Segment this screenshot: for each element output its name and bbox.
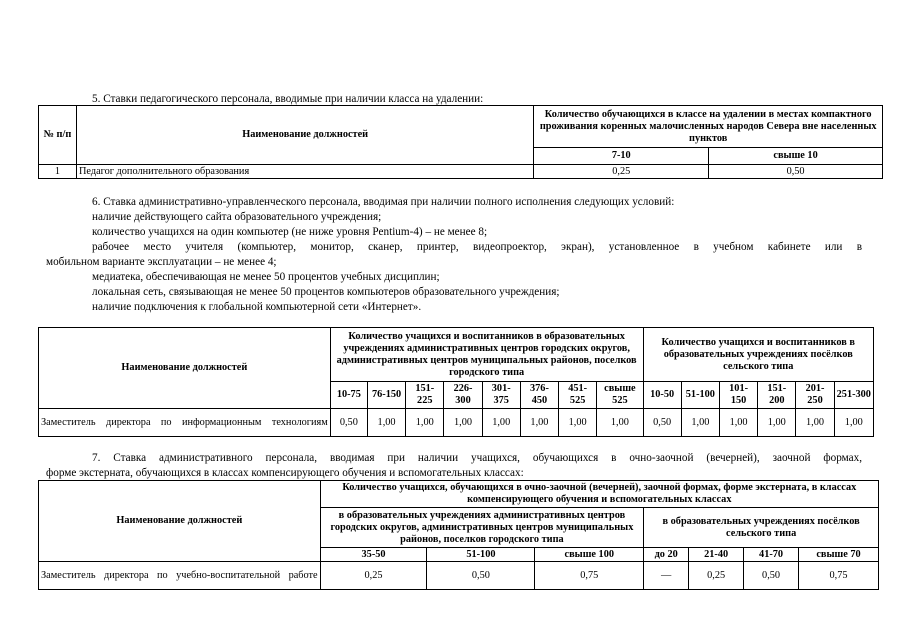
- section7-intro-continued: форме экстерната, обучающихся в классах компенсирующего обучения и вспомогательных классах:: [46, 467, 524, 479]
- range-header: 451-525: [559, 382, 597, 409]
- table-cell: 1,00: [444, 409, 482, 437]
- row-name: Заместитель директора по информационным технологиям: [39, 409, 331, 437]
- section5-intro: 5. Ставки педагогического персонала, вводимые при наличии класса на удалении:: [92, 93, 484, 105]
- section7-table: [38, 480, 879, 590]
- condition-item: количество учащихся на один компьютер (не ниже уровня Pentium-4) – не менее 8;: [92, 226, 488, 238]
- table-cell: 0,50: [643, 409, 681, 437]
- group-header-urban: Количество учащихся и воспитанников в образовательных учреждениях административных центров городских округов, административных центров муниципальных районов, поселков городского типа: [330, 328, 643, 382]
- section5-table: [38, 105, 883, 179]
- table-cell: 0,50: [744, 562, 799, 590]
- col-name-header: Наименование должностей: [39, 481, 321, 562]
- range-header: 21-40: [689, 548, 744, 562]
- range-header: 251-300: [834, 382, 873, 409]
- table-cell: 1,00: [406, 409, 444, 437]
- range-header: 41-70: [744, 548, 799, 562]
- range-header: 51-100: [427, 548, 535, 562]
- table-cell: 0,50: [330, 409, 367, 437]
- range-header: 10-50: [643, 382, 681, 409]
- condition-item: наличие подключения к глобальной компьютерной сети «Интернет».: [92, 301, 422, 313]
- range-header: свыше 10: [709, 148, 883, 165]
- table-cell: 1,00: [719, 409, 757, 437]
- table-cell: 1,00: [367, 409, 405, 437]
- range-header: 151-225: [406, 382, 444, 409]
- table-cell: 0,75: [535, 562, 644, 590]
- table-cell: 0,25: [534, 165, 709, 179]
- group-header-urban: в образовательных учреждениях административных центров городских округов, административных центров муниципальных районов, поселков городского типа: [320, 508, 644, 548]
- table-cell: 0,50: [427, 562, 535, 590]
- table-cell: 1,00: [758, 409, 796, 437]
- range-header: 101-150: [719, 382, 757, 409]
- row-name: Педагог дополнительного образования: [76, 165, 533, 179]
- range-header: 7-10: [534, 148, 709, 165]
- range-header: свыше 525: [597, 382, 643, 409]
- col-num-header: № п/п: [39, 106, 77, 165]
- range-header: свыше 100: [535, 548, 644, 562]
- range-header: 35-50: [320, 548, 427, 562]
- table-cell: 1,00: [482, 409, 520, 437]
- row-name: Заместитель директора по учебно-воспитательной работе: [39, 562, 321, 590]
- table-cell: 1,00: [559, 409, 597, 437]
- col-name-header: Наименование должностей: [76, 106, 533, 165]
- condition-item: рабочее место учителя (компьютер, монитор, сканер, принтер, видеопроектор, экран), установленное в учебном кабинете или в: [92, 241, 862, 253]
- table-cell: 1,00: [834, 409, 873, 437]
- range-header: 201-250: [796, 382, 834, 409]
- range-header: 151-200: [758, 382, 796, 409]
- range-header: 51-100: [681, 382, 719, 409]
- section6-intro: 6. Ставка административно-управленческого персонала, вводимая при наличии полного исполнения следующих условий:: [92, 196, 675, 208]
- table-cell: 0,50: [709, 165, 883, 179]
- table-cell: 0,25: [320, 562, 427, 590]
- range-header: 301-375: [482, 382, 520, 409]
- group-header: Количество учащихся, обучающихся в очно-заочной (вечерней), заочной формах, форме экстерната, в классах компенсирующего обучения и вспомогательных классах: [320, 481, 878, 508]
- table-cell: 1,00: [681, 409, 719, 437]
- group-header: Количество обучающихся в классе на удалении в местах компактного проживания коренных малочисленных народов Севера вне населенных пунктов: [534, 106, 883, 148]
- range-header: до 20: [644, 548, 689, 562]
- range-header: 10-75: [330, 382, 367, 409]
- row-num: 1: [39, 165, 77, 179]
- condition-item-continued: мобильном варианте эксплуатации – не менее 4;: [46, 256, 277, 268]
- group-header-rural: Количество учащихся и воспитанников в образовательных учреждениях посёлков сельского типа: [643, 328, 873, 382]
- condition-item: медиатека, обеспечивающая не менее 50 процентов учебных дисциплин;: [92, 271, 440, 283]
- condition-item: наличие действующего сайта образовательного учреждения;: [92, 211, 382, 223]
- range-header: свыше 70: [799, 548, 879, 562]
- table-cell: 0,75: [799, 562, 879, 590]
- condition-item: локальная сеть, связывающая не менее 50 процентов компьютеров образовательного учреждения;: [92, 286, 560, 298]
- group-header-rural: в образовательных учреждениях посёлков сельского типа: [644, 508, 879, 548]
- table-cell: —: [644, 562, 689, 590]
- table-cell: 0,25: [689, 562, 744, 590]
- range-header: 76-150: [367, 382, 405, 409]
- table-cell: 1,00: [597, 409, 643, 437]
- table-cell: 1,00: [796, 409, 834, 437]
- range-header: 376-450: [520, 382, 558, 409]
- col-name-header: Наименование должностей: [39, 328, 331, 409]
- section7-intro: 7. Ставка административного персонала, вводимая при наличии учащихся, обучающихся в очно-заочной (вечерней), заочной формах,: [92, 452, 862, 464]
- table-cell: 1,00: [520, 409, 558, 437]
- section6-table: [38, 327, 874, 437]
- range-header: 226-300: [444, 382, 482, 409]
